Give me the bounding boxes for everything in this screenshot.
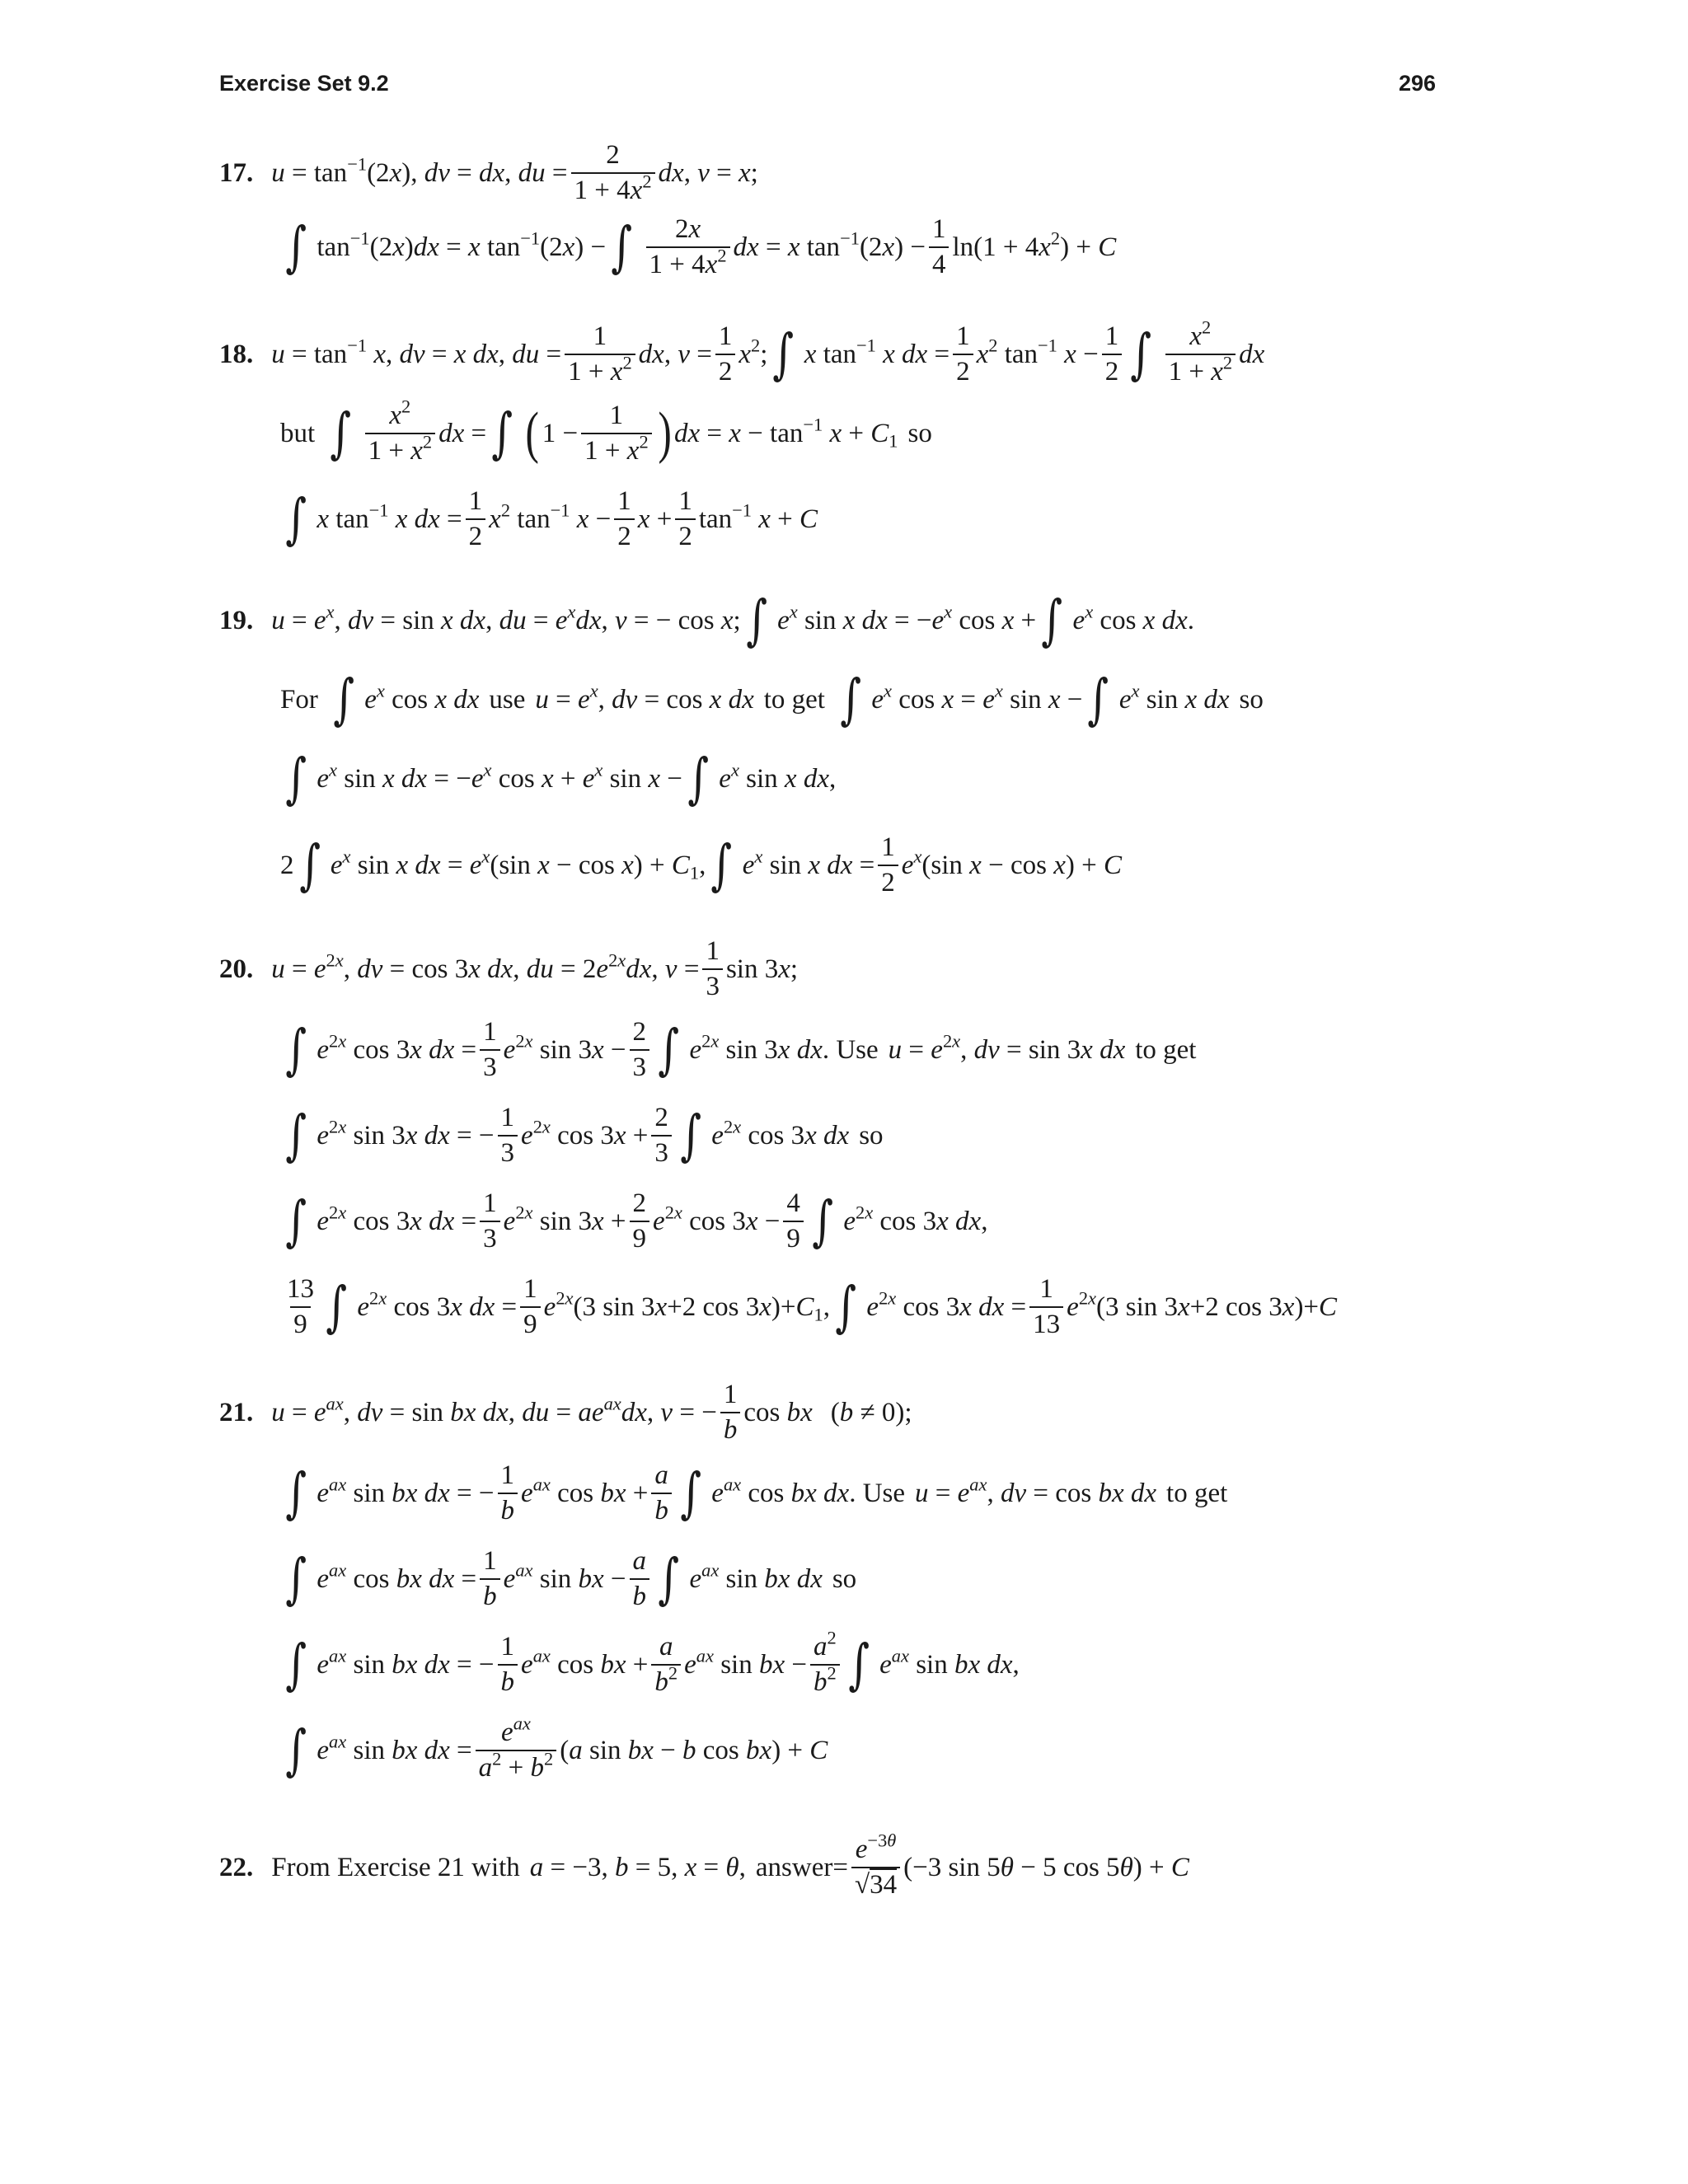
to-get-text: to get bbox=[1135, 1034, 1197, 1065]
exercise-19-line-3: ∫ $e^x$ sin x dx = $-e^x$ $\cos x + e^x$ sin x − ∫ $e^x$ sin x dx, bbox=[285, 747, 837, 810]
exercise-18-line-1: 18. $u = \tan^{-1} x$, dv = x dx, du = $\frac{1}{1 + x^2}$ dx, v = $\frac{1}{2}$ $x^2$; ∫ x $\tan^{-1} x$ dx = $\frac{1}{2}$ $x^2$ $\tan^{-1} x$ − $\frac{1}{2}$ ∫ $x^2$ $1 + x^2$ dx bbox=[219, 316, 1265, 387]
exercise-17-line-1: 17. $u = \tan^{-1}(2x)$, dv = dx, du = $\frac{2}{1 + 4x^2}$ dx, v = x; bbox=[219, 140, 758, 205]
exercise-19-line-2: For ∫ $e^x$ cos x dx use $u = e^x$, dv = cos x dx to get ∫ $e^x$ $\cos x = e^x$ sin x − ∫ $e^x$ sin x dx so bbox=[280, 668, 1264, 731]
exercise-21-line-2: ∫ $e^{ax}$ sin bx dx = − $\frac{1}{b}$ $e^{ax}$ cos bx + $\frac{a}{b}$ ∫ $e^{ax}$ cos bx dx . Use $u = e^{ax}$, dv = cos bx dx to get bbox=[285, 1460, 1228, 1526]
to-get-text: to get bbox=[763, 684, 825, 715]
exercise-21-line-1: 21. $u = e^{ax}$, dv = sin bx dx, du = $ae^{ax}dx$, v = − $\frac{1}{b}$ cos bx (b ≠ 0); bbox=[219, 1380, 912, 1445]
for-text: For bbox=[280, 684, 318, 715]
so-text: so bbox=[1239, 684, 1264, 715]
from-text: From Exercise 21 with bbox=[271, 1852, 520, 1882]
exercise-number: 22. bbox=[219, 1852, 254, 1882]
to-get-text: to get bbox=[1166, 1478, 1228, 1508]
exercise-21-line-3: ∫ $e^{ax}$ cos bx dx = $\frac{1}{b}$ $e^{ax}$ sin bx − $\frac{a}{b}$ ∫ $e^{ax}$ sin bx dx so bbox=[285, 1546, 857, 1611]
exercise-19-line-1: 19. $u = e^x$, dv = sin x dx, du = $e^xdx$, v = − cos x; ∫ $e^x$ sin x dx = $-e^x$ cos x + ∫ $e^x$ cos x dx. bbox=[219, 588, 1194, 652]
exercise-19-line-4: 2 ∫ $e^x$ sin x dx = $e^x(\sin$ $x - \cos x) + C_1$, ∫ $e^x$ sin x dx = $\frac{1}{2}$ $e^x(\sin$ x − cos x) + C bbox=[280, 832, 1122, 898]
exercise-number: 20. bbox=[219, 954, 254, 984]
exercise-number: 21. bbox=[219, 1397, 254, 1427]
so-text: so bbox=[832, 1563, 857, 1594]
exercise-20-line-5: 13 9 ∫ $e^{2x}$ cos 3x dx = $\frac{1}{9}$ $e^{2x}(3$ sin 3x+2 $\cos 3x)+C_1$, ∫ $e^{2x}$ cos 3x dx = $\frac{1}{13}$ $e^{2x}(3$ sin 3x+2 cos 3x)+C bbox=[287, 1274, 1338, 1339]
exercise-21-line-4: ∫ $e^{ax}$ sin bx dx = − $\frac{1}{b}$ $e^{ax}$ cos bx + $\frac{a}{b^2}$ $e^{ax}$ sin bx − $\frac{a^2}{b^2}$ ∫ $e^{ax}$ sin bx dx, bbox=[285, 1627, 1020, 1697]
exercise-22-line-1: 22. From Exercise 21 with a = −3, b = 5, x = θ, answer = $\frac{e^{-3\theta}}{√34}$ (−3 sin 5θ − 5 cos 5θ) + C bbox=[219, 1830, 1189, 1900]
exercise-18-line-3: ∫ x $\tan^{-1} x$ dx = $\frac{1}{2}$ $x^2$ $\tan^{-1} x$ − $\frac{1}{2}$ x + $\frac{1}{2}$ $\tan^{-1} x + C$ bbox=[285, 486, 818, 551]
use-text: use bbox=[489, 684, 526, 715]
so-text: so bbox=[859, 1120, 884, 1151]
exercise-number: 19. bbox=[219, 605, 254, 635]
exercise-20-line-1: 20. $u = e^{2x}$, dv = cos 3x dx, du = $2e^{2x}dx$, v = $\frac{1}{3}$ sin 3x; bbox=[219, 936, 799, 1001]
exercise-20-line-4: ∫ $e^{2x}$ cos 3x dx = $\frac{1}{3}$ $e^{2x}$ sin 3x + $\frac{2}{9}$ $e^{2x}$ cos 3x − $\frac{4}{9}$ ∫ $e^{2x}$ cos 3x dx, bbox=[285, 1188, 988, 1254]
exercise-21-line-5: ∫ $e^{ax}$ sin bx dx = $e^{ax}$ $a^2 + b^2$ (a sin bx − b cos bx) + C bbox=[285, 1713, 828, 1783]
exercise-20-line-2: ∫ $e^{2x}$ cos 3x dx = $\frac{1}{3}$ $e^{2x}$ sin 3x − $\frac{2}{3}$ ∫ $e^{2x}$ sin 3x dx . Use $u = e^{2x}$, dv = sin 3x dx to get bbox=[285, 1017, 1197, 1082]
but-text: but bbox=[280, 418, 316, 448]
page-number: 296 bbox=[1398, 71, 1436, 96]
exercise-number: 18. bbox=[219, 339, 254, 369]
use-text: . Use bbox=[822, 1034, 879, 1065]
exercise-18-line-2: but ∫ $x^2$ $1 + x^2$ dx = ∫ ( 1 − $\frac{1}{1 + x^2}$ ) dx = $x - \tan^{-1} x + C_1$ so bbox=[280, 396, 932, 466]
use-text: . Use bbox=[849, 1478, 906, 1508]
answer-text: answer bbox=[755, 1852, 833, 1882]
exercise-17-line-2: ∫ $\tan^{-1}(2x)dx = x$ $\tan^{-1}(2x)$ − ∫ 2x $1 + 4x^2$ dx = x $\tan^{-1}(2x)$ − $\frac{1}{4}$ $\ln(1 + 4x^2) + C$ bbox=[285, 214, 1117, 279]
section-title: Exercise Set 9.2 bbox=[219, 71, 389, 96]
exercise-20-line-3: ∫ $e^{2x}$ sin 3x dx = − $\frac{1}{3}$ $e^{2x}$ cos 3x + $\frac{2}{3}$ ∫ $e^{2x}$ cos 3x dx so bbox=[285, 1103, 884, 1168]
exercise-number: 17. bbox=[219, 157, 254, 188]
so-text: so bbox=[907, 418, 932, 448]
